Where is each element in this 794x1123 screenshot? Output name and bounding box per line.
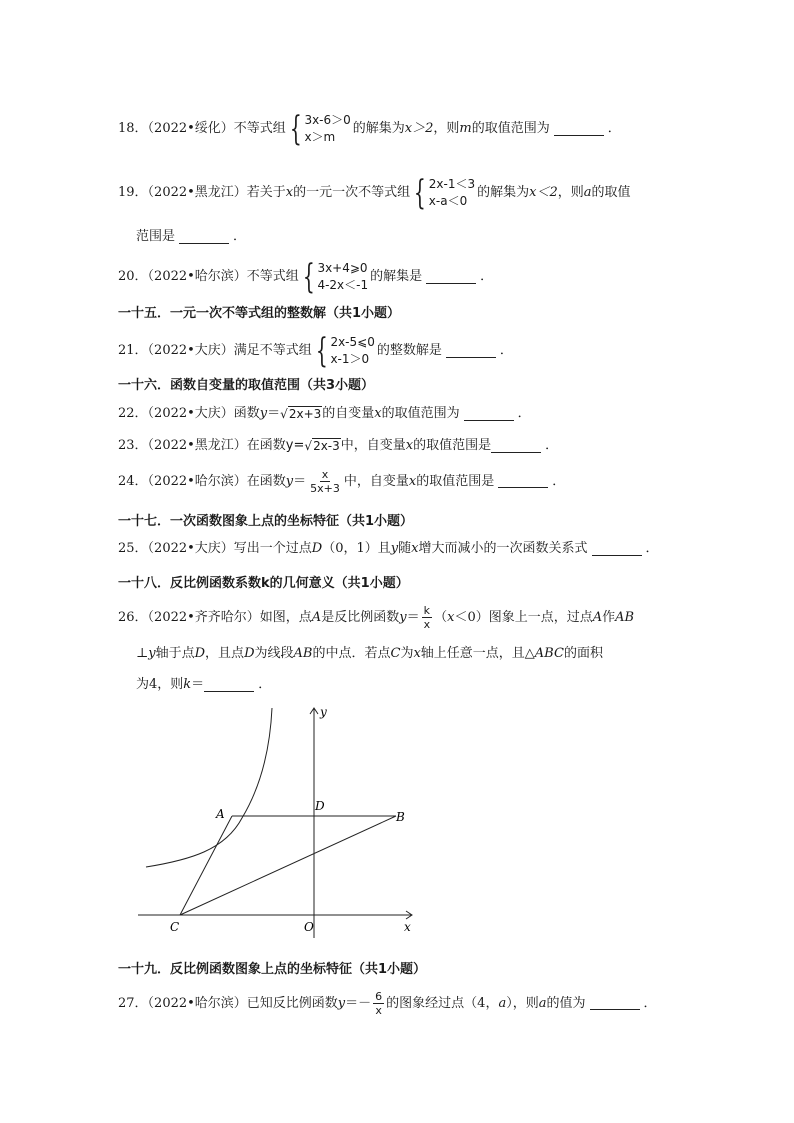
problem-24-text-2: 的取值范围是 (416, 473, 495, 489)
answer-blank-19[interactable] (179, 231, 229, 244)
var-x: x (413, 646, 421, 661)
problem-27-text: 的图象经过点（4， (386, 995, 499, 1011)
problem-26-text-12: 为4，则 (136, 677, 184, 692)
problem-18-text: 的解集为 (352, 121, 405, 136)
point-d: D (311, 541, 323, 556)
var-y: y (148, 646, 156, 661)
problem-26-line-2 (136, 645, 603, 663)
problem-19-text-4: 的取值 (591, 185, 631, 200)
problem-22-label: 22．（2022•大庆）函数 (118, 406, 260, 421)
label-a: A (216, 807, 225, 821)
var-k: k (183, 677, 192, 692)
denominator: 5x+3 (310, 482, 340, 495)
numerator: 6 (375, 990, 383, 1003)
inequality-system-18: { 3x-6＞0 x＞m (289, 109, 351, 149)
var-a: a (498, 995, 507, 1011)
section-heading-17: 一十七．一次函数图象上点的坐标特征（共1小题） (118, 514, 414, 529)
problem-23 (118, 437, 558, 455)
answer-blank-21[interactable] (446, 345, 496, 358)
answer-blank-18[interactable] (554, 123, 604, 136)
system-row-1: 3x-6＞0 (304, 113, 351, 127)
problem-19-label: 19．（2022•黑龙江）若关于 (118, 185, 286, 200)
problem-26-end: ． (258, 677, 272, 692)
problem-27 (118, 990, 657, 1017)
system-row-1: 3x+4⩾0 (317, 261, 368, 275)
problem-25 (118, 540, 659, 558)
problem-24-text: 中，自变量 (343, 473, 409, 489)
segment-ab: AB (615, 609, 635, 625)
section-heading-15: 一十五．一元一次不等式组的整数解（共1小题） (118, 306, 401, 321)
problem-24-label: 24．（2022•哈尔滨）在函数 (118, 473, 286, 489)
function-y: y (285, 438, 294, 453)
equals-sign: = (293, 438, 305, 453)
problem-21-text: 的整数解是 (376, 343, 442, 358)
problem-18-label: 18．（2022•绥化）不等式组 (118, 121, 286, 136)
inequality-system-21: { 2x-5⩽0 x-1＞0 (315, 331, 375, 371)
problem-26 (118, 604, 634, 631)
section-heading-16: 一十六．函数自变量的取值范围（共3小题） (118, 378, 375, 393)
problem-18-condition: x＞2 (404, 121, 434, 136)
problem-26-text-11: 的面积 (563, 646, 603, 661)
problem-19-text-2: 的解集为 (477, 185, 530, 200)
radicand: 2x-3 (313, 439, 340, 453)
sqrt-expression: √2x-3 (304, 439, 340, 453)
system-row-1: 2x-5⩽0 (330, 335, 375, 349)
section-heading-18: 一十八．反比例函数系数k的几何意义（共1小题） (118, 576, 409, 591)
problem-24-end: ． (552, 473, 566, 489)
problem-27-text-3: 的值为 (546, 995, 586, 1011)
problem-21-end: ． (499, 343, 513, 358)
problem-21 (118, 331, 513, 371)
var-x: x (447, 609, 455, 625)
problem-25-label: 25．（2022•大庆）写出一个过点 (118, 541, 312, 556)
function-y: y (399, 609, 407, 625)
problem-18-end: ． (607, 121, 621, 136)
point-c: C (390, 646, 401, 661)
geometry-figure (130, 700, 430, 950)
problem-25-text-3: 增大而减小的一次函数关系式 (418, 541, 588, 556)
problem-19-var-2: a (583, 185, 592, 200)
problem-18-text-3: 的取值范围为 (471, 121, 550, 136)
perp-symbol: ⊥ (136, 646, 149, 661)
problem-22-text-2: 的取值范围为 (381, 406, 460, 421)
problem-22-var: x (374, 406, 382, 421)
answer-blank-24[interactable] (498, 475, 548, 488)
point-d: D (194, 646, 206, 661)
problem-26-text-7: 为线段 (254, 646, 294, 661)
radicand: 2x+3 (288, 407, 322, 421)
problem-25-text-2: 随 (398, 541, 412, 556)
equals-sign: ＝ (406, 609, 420, 625)
label-x: x (404, 920, 411, 934)
problem-20-end: ． (480, 269, 494, 284)
problem-21-label: 21．（2022•大庆）满足不等式组 (118, 343, 312, 358)
section-heading-19: 一十九．反比例函数图象上点的坐标特征（共1小题） (118, 962, 427, 977)
fraction (308, 468, 342, 495)
problem-22 (118, 405, 531, 423)
problem-26-text-5: 轴于点 (155, 646, 195, 661)
problem-20 (118, 257, 494, 297)
system-row-1: 2x-1＜3 (428, 177, 476, 191)
answer-blank-27[interactable] (590, 997, 640, 1010)
problem-20-label: 20．（2022•哈尔滨）不等式组 (118, 269, 299, 284)
label-o: O (304, 920, 314, 934)
answer-blank-25[interactable] (592, 543, 642, 556)
problem-24-var: x (408, 473, 417, 489)
segment-ac-line (180, 816, 232, 915)
system-row-2: x-a＜0 (428, 194, 468, 208)
problem-25-end: ． (645, 541, 659, 556)
problem-26-text-4: 作 (602, 609, 616, 625)
var-y: y (390, 541, 399, 556)
problem-20-text: 的解集是 (370, 269, 423, 284)
problem-23-label: 23．（2022•黑龙江）在函数 (118, 438, 286, 453)
numerator: k (423, 604, 431, 617)
problem-18 (118, 109, 621, 149)
point-d: D (244, 646, 255, 661)
problem-18-var: m (459, 121, 472, 136)
problem-24 (118, 468, 565, 495)
problem-19-end: ． (233, 229, 247, 244)
problem-26-text-8: 的中点．若点 (312, 646, 391, 661)
segment-ab: AB (293, 646, 313, 661)
problem-26-text-6: ，且点 (205, 646, 245, 661)
equals-sign: ＝ (191, 677, 205, 692)
problem-23-text-2: 的取值范围是 (413, 438, 492, 453)
system-row-2: x＞m (304, 130, 336, 144)
label-y: y (320, 705, 327, 719)
problem-26-label: 26．（2022•齐齐哈尔）如图，点 (118, 609, 312, 625)
sqrt-expression: √2x+3 (280, 407, 322, 421)
problem-19 (118, 173, 631, 213)
problem-22-text: 的自变量 (322, 406, 375, 421)
problem-27-end: ． (643, 995, 657, 1011)
answer-blank-26[interactable] (204, 679, 254, 692)
equals-sign: ＝ (293, 473, 307, 489)
inequality-system-20: { 3x+4⩾0 4-2x＜-1 (302, 257, 369, 297)
problem-23-text: 中，自变量 (340, 438, 406, 453)
system-row-2: 4-2x＜-1 (317, 278, 369, 292)
problem-19-text: 的一元一次不等式组 (293, 185, 411, 200)
problem-19-text-5: 范围是 (136, 229, 176, 244)
answer-blank-23[interactable] (491, 440, 541, 453)
var-a: a (538, 995, 547, 1011)
answer-blank-20[interactable] (426, 271, 476, 284)
label-b: B (396, 810, 405, 824)
problem-23-var: x (405, 438, 414, 453)
point-a: A (592, 609, 603, 625)
denominator: x (423, 618, 431, 631)
equals-minus: ＝－ (345, 995, 372, 1011)
point-a: A (311, 609, 322, 625)
numerator: x (321, 468, 329, 481)
segment-bc-line (180, 816, 396, 915)
problem-19-var: x (285, 185, 294, 200)
var-x: x (411, 541, 419, 556)
hyperbola-curve (146, 708, 272, 867)
system-row-2: x-1＞0 (330, 352, 370, 366)
problem-22-end: ． (517, 406, 531, 421)
problem-19-continued (136, 228, 246, 246)
denominator: x (375, 1004, 382, 1017)
problem-25-text: （0，1）且 (322, 541, 391, 556)
problem-26-text-3: ＜0）图象上一点，过点 (454, 609, 593, 625)
problem-26-text: 是反比例函数 (321, 609, 400, 625)
problem-26-text-9: 为 (400, 646, 414, 661)
problem-23-end: ． (545, 438, 559, 453)
fraction (422, 604, 433, 631)
problem-27-text-2: ），则 (506, 995, 539, 1011)
label-d: D (315, 799, 325, 813)
triangle-abc: ABC (534, 646, 564, 661)
fraction (373, 990, 384, 1017)
problem-18-text-2: ，则 (433, 121, 460, 136)
problem-26-text-10: 轴上任意一点，且△ (420, 646, 535, 661)
inequality-system-19: { 2x-1＜3 x-a＜0 (414, 173, 476, 213)
label-c: C (170, 920, 180, 934)
problem-19-text-3: ，则 (557, 185, 584, 200)
equals-sign: ＝ (267, 406, 281, 421)
function-y: y (337, 995, 346, 1011)
problem-19-condition: x＜2 (529, 185, 558, 200)
answer-blank-22[interactable] (464, 408, 514, 421)
problem-27-label: 27．（2022•哈尔滨）已知反比例函数 (118, 995, 338, 1011)
problem-26-text-2: （ (434, 609, 448, 625)
function-y: y (259, 406, 268, 421)
problem-26-line-3 (136, 676, 271, 694)
function-y: y (285, 473, 294, 489)
